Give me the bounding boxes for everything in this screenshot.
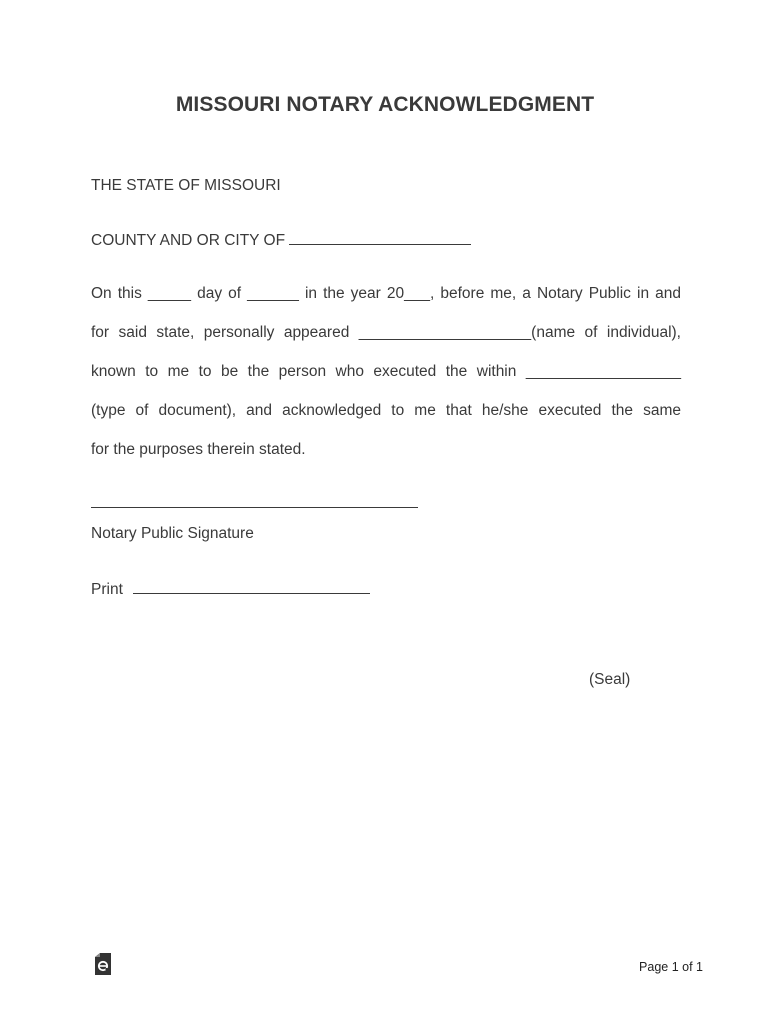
paragraph-line-5: for the purposes therein stated. — [91, 441, 306, 458]
acknowledgment-paragraph — [91, 284, 681, 479]
document-logo-icon — [95, 953, 111, 975]
signature-line[interactable] — [91, 507, 418, 508]
document-title: MISSOURI NOTARY ACKNOWLEDGMENT — [175, 93, 595, 116]
county-label: COUNTY AND OR CITY OF — [91, 232, 286, 249]
seal-label: (Seal) — [589, 671, 631, 688]
print-row — [91, 579, 370, 599]
page-number: Page 1 of 1 — [639, 960, 703, 974]
state-line: THE STATE OF MISSOURI — [91, 177, 281, 194]
county-blank-field[interactable] — [289, 230, 471, 245]
print-label: Print — [91, 581, 123, 598]
print-name-field[interactable] — [133, 579, 370, 594]
county-line — [91, 230, 471, 250]
paragraph-line-1: On this _____ day of ______ in the year 20___, before me, a Notary Public in and — [91, 285, 681, 302]
paragraph-line-3: known to me to be the person who executed the within __________________ — [91, 363, 681, 380]
paragraph-line-4: (type of document), and acknowledged to me that he/she executed the same — [91, 402, 681, 419]
signature-label: Notary Public Signature — [91, 525, 254, 542]
paragraph-line-2: for said state, personally appeared ____________________(name of individual), — [91, 324, 681, 341]
